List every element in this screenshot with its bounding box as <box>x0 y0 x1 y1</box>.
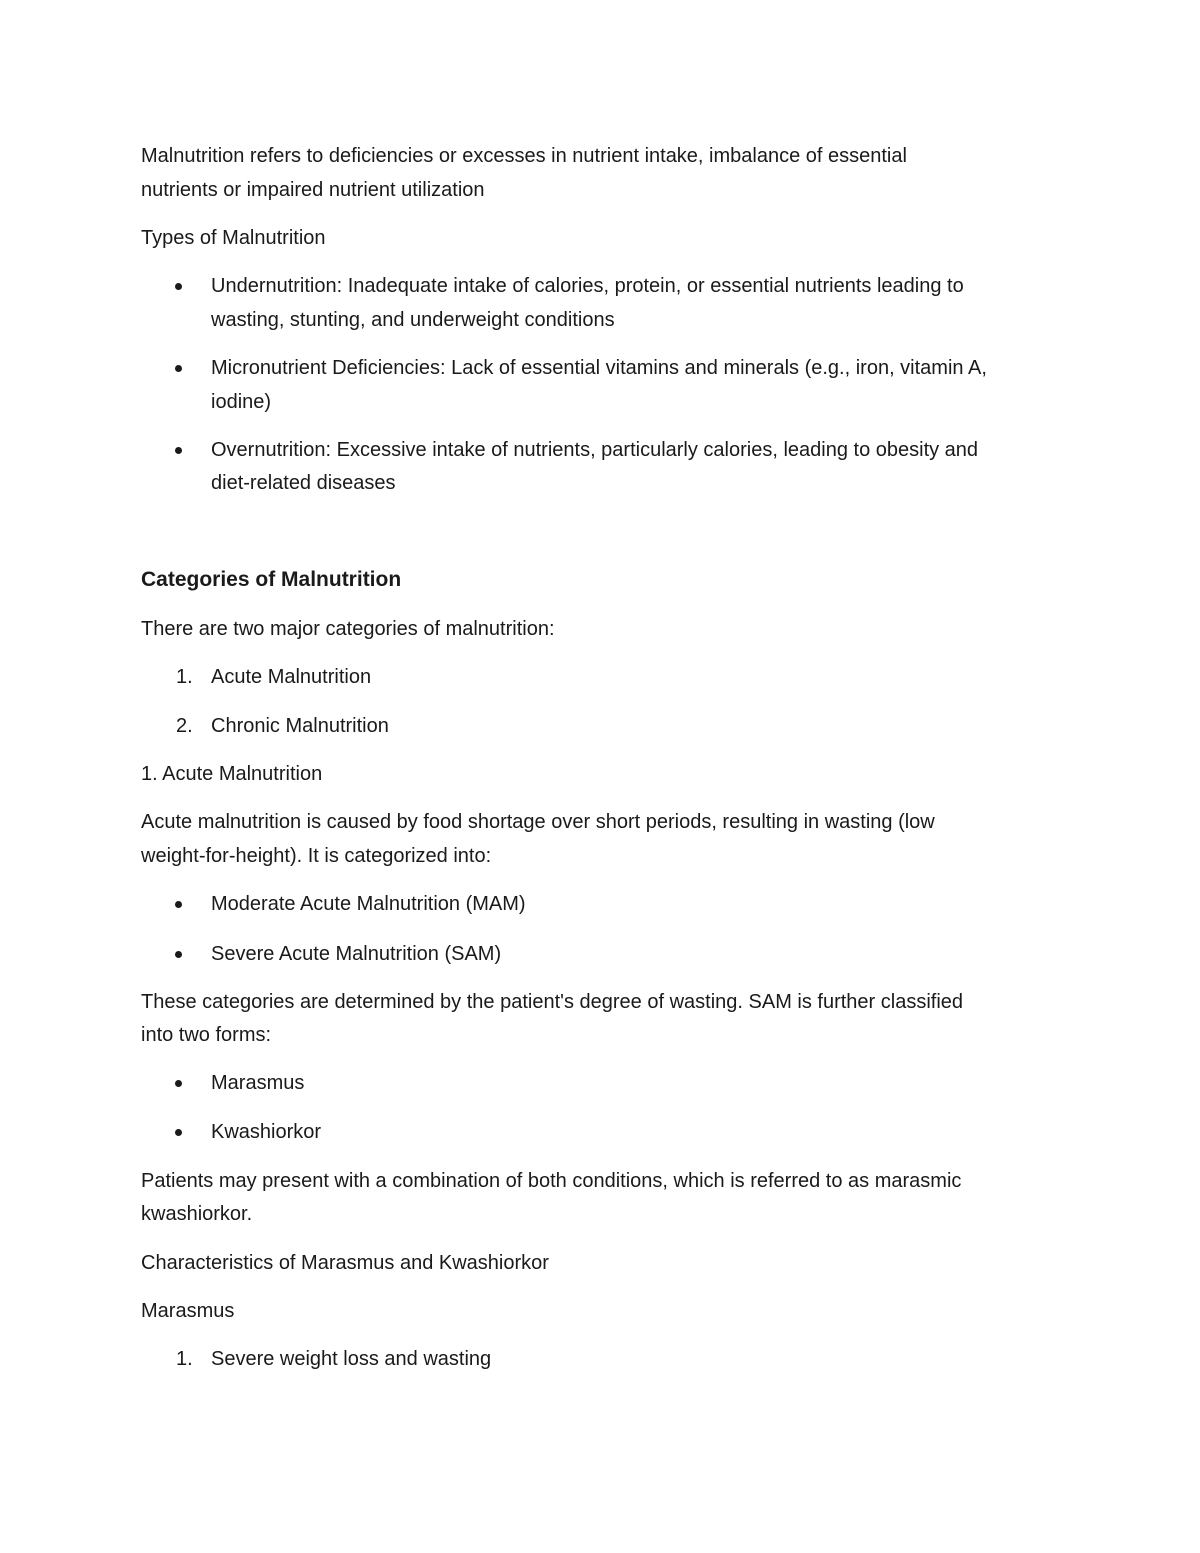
types-item-1-line-2: wasting, stunting, and underweight conditions <box>211 309 615 331</box>
acute-para-line-1: Acute malnutrition is caused by food shortage over short periods, resulting in wasting (low <box>141 811 935 833</box>
marasmus-item-1: Severe weight loss and wasting <box>211 1348 492 1370</box>
marasmus-label: Marasmus <box>141 1300 235 1322</box>
bullet-icon <box>175 1129 182 1136</box>
bullet-icon <box>175 365 182 372</box>
intro-line-1: Malnutrition refers to deficiencies or excesses in nutrient intake, imbalance of essential <box>141 145 907 167</box>
categories-heading: Categories of Malnutrition <box>141 568 402 591</box>
combo-para-line-2: kwashiorkor. <box>141 1203 253 1225</box>
types-label: Types of Malnutrition <box>141 227 326 249</box>
acute-heading: 1. Acute Malnutrition <box>141 763 323 785</box>
sam-form-1: Marasmus <box>211 1072 305 1094</box>
characteristics-label: Characteristics of Marasmus and Kwashiorkor <box>141 1252 549 1274</box>
sam-form-2: Kwashiorkor <box>211 1121 322 1143</box>
types-item-2-line-1: Micronutrient Deficiencies: Lack of essential vitamins and minerals (e.g., iron, vitamin A, <box>211 357 987 379</box>
bullet-icon <box>175 447 182 454</box>
bullet-icon <box>175 901 182 908</box>
bullet-icon <box>175 1080 182 1087</box>
categories-intro: There are two major categories of malnutrition: <box>141 618 555 640</box>
bullet-icon <box>175 283 182 290</box>
acute-item-2: Severe Acute Malnutrition (SAM) <box>211 943 502 965</box>
acute-item-1: Moderate Acute Malnutrition (MAM) <box>211 893 526 915</box>
categories-item-1: Acute Malnutrition <box>211 666 372 688</box>
list-number-2: 2. <box>176 715 193 737</box>
types-item-2-line-2: iodine) <box>211 391 272 413</box>
types-item-1-line-1: Undernutrition: Inadequate intake of calories, protein, or essential nutrients leading to <box>211 275 964 297</box>
sam-para-line-1: These categories are determined by the patient's degree of wasting. SAM is further classified <box>141 991 964 1013</box>
bullet-icon <box>175 951 182 958</box>
intro-line-2: nutrients or impaired nutrient utilization <box>141 179 485 201</box>
types-item-3-line-1: Overnutrition: Excessive intake of nutrients, particularly calories, leading to obesity and <box>211 439 979 461</box>
categories-item-2: Chronic Malnutrition <box>211 715 389 737</box>
acute-para-line-2: weight-for-height). It is categorized into: <box>141 845 492 867</box>
list-number-1: 1. <box>176 666 193 688</box>
sam-para-line-2: into two forms: <box>141 1024 272 1046</box>
combo-para-line-1: Patients may present with a combination of both conditions, which is referred to as marasmic <box>141 1170 962 1192</box>
types-item-3-line-2: diet-related diseases <box>211 472 396 494</box>
list-number-1: 1. <box>176 1348 193 1370</box>
